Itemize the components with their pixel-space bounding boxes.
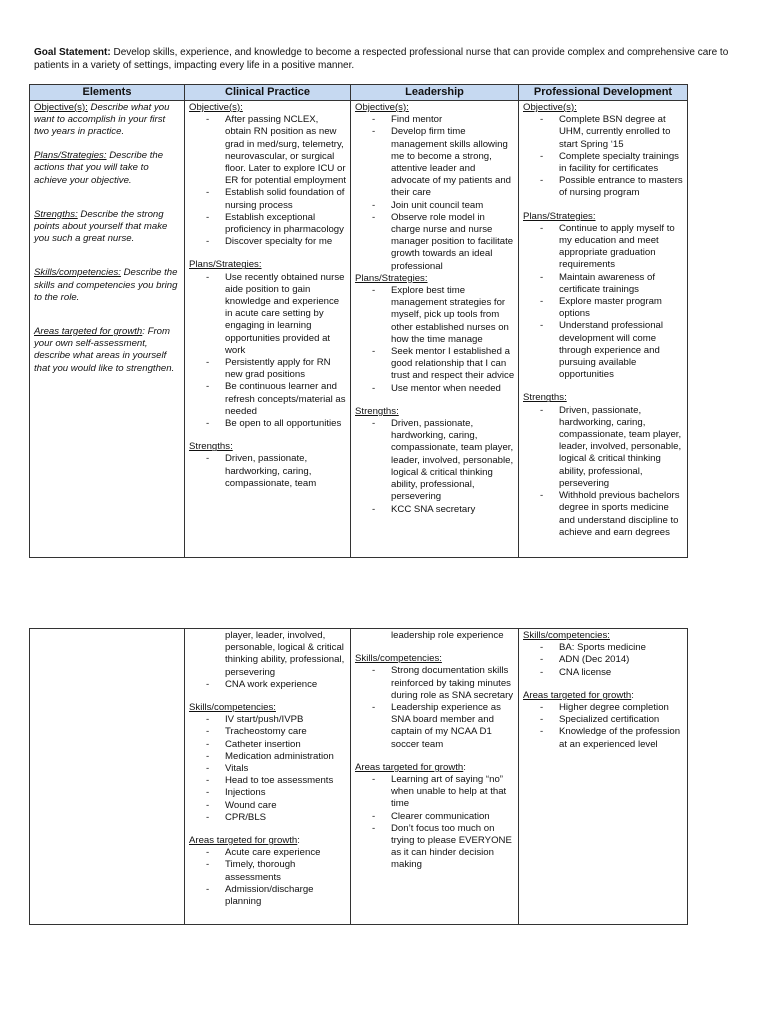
- leadership-cell-continued: [351, 629, 519, 925]
- list-item: - Clearer communication: [355, 811, 515, 823]
- header-leadership: Leadership: [351, 85, 519, 101]
- professional-growth-list: [523, 702, 684, 751]
- list-item: - Observe role model in charge nurse and nurse manager position to facilitate growth towards an ideal professional: [355, 212, 515, 273]
- career-plan-table-page-1: [29, 84, 688, 558]
- professional-plans-label: Plans/Strategies:: [523, 210, 596, 222]
- leadership-plans-label: Plans/Strategies:: [355, 272, 428, 284]
- professional-strengths-label: Strengths:: [523, 392, 567, 404]
- list-item: - BA: Sports medicine: [523, 642, 684, 654]
- elements-cell: [30, 101, 185, 558]
- leadership-strengths-list-continued: [355, 630, 515, 642]
- list-item: - Don’t focus too much on trying to please EVERYONE as it can hinder decision making: [355, 823, 515, 872]
- clinical-objectives-list: [189, 114, 347, 248]
- list-item: - Injections: [189, 787, 347, 799]
- goal-statement: [34, 47, 734, 72]
- leadership-cell: [351, 101, 519, 558]
- clinical-practice-cell-continued: [185, 629, 351, 925]
- list-item: - Develop firm time management skills allowing me to become a strong, attentive leader and advocate of my patients and their care: [355, 126, 515, 199]
- list-item: - Higher degree completion: [523, 702, 684, 714]
- list-item: leadership role experience: [391, 630, 504, 641]
- list-item: - Establish exceptional proficiency in pharmacology: [189, 212, 347, 236]
- list-item: - Strong documentation skills reinforced by taking minutes during role as SNA secretary: [355, 665, 515, 702]
- list-item: - Complete BSN degree at UHM, currently enrolled to start Spring ‘15: [523, 114, 684, 151]
- header-clinical-practice: Clinical Practice: [185, 85, 351, 101]
- list-item: - Join unit council team: [355, 200, 515, 212]
- professional-plans-list: [523, 223, 684, 382]
- table-header-row: [30, 85, 688, 101]
- list-item: - Complete specialty trainings in facility for certificates: [523, 151, 684, 175]
- table-body-row: [30, 629, 688, 925]
- list-item: - Maintain awareness of certificate trainings: [523, 272, 684, 296]
- element-objectives: Objective(s): Describe what you want to accomplish in your first two years in practice.: [34, 102, 170, 138]
- leadership-strengths-label: Strengths:: [355, 405, 399, 417]
- list-item: - Wound care: [189, 800, 347, 812]
- list-item: - Possible entrance to masters of nursing program: [523, 175, 684, 199]
- professional-development-cell-continued: [519, 629, 688, 925]
- clinical-strengths-list: [189, 453, 347, 490]
- list-item: - Be continuous learner and refresh concepts/material as needed: [189, 381, 347, 418]
- list-item: - Tracheostomy care: [189, 726, 347, 738]
- clinical-objectives-label: Objective(s):: [189, 102, 243, 113]
- clinical-skills-label: Skills/competencies:: [189, 702, 276, 714]
- professional-growth-label: Areas targeted for growth:: [523, 689, 634, 701]
- list-item: - Continue to apply myself to my education and meet appropriate graduation requirements: [523, 223, 684, 272]
- professional-strengths-list: [523, 405, 684, 539]
- leadership-strengths-list: [355, 418, 515, 516]
- clinical-plans-label: Plans/Strategies:: [189, 259, 262, 271]
- clinical-strengths-list-continued: [189, 630, 347, 691]
- elements-cell-continued: [30, 629, 185, 925]
- goal-text: Develop skills, experience, and knowledge to become a respected professional nurse that can provide complex and comprehensive care to patients in a variety of settings, impacting every life in a positive manner.: [34, 47, 729, 71]
- list-item: - Explore master program options: [523, 296, 684, 320]
- list-item: - Admission/discharge planning: [189, 884, 347, 908]
- leadership-objectives-label: Objective(s):: [355, 102, 409, 113]
- list-item: - Acute care experience: [189, 847, 347, 859]
- list-item: - Explore best time management strategies for myself, pick up tools from other established nurses on how the time manage: [355, 285, 515, 346]
- list-item: - Withhold previous bachelors degree in sports medicine and understand discipline to achieve and earn degrees: [523, 490, 684, 539]
- list-item: - Driven, passionate, hardworking, caring, compassionate, team player, leader, involved, personable, logical & critical thinking ability, professional, persevering: [523, 405, 684, 490]
- table-body-row: [30, 101, 688, 558]
- list-item: - Leadership experience as SNA board member and captain of my NCAA D1 soccer team: [355, 702, 515, 751]
- professional-objectives-list: [523, 114, 684, 199]
- list-item: - Knowledge of the profession at an experienced level: [523, 726, 684, 750]
- list-item: - CPR/BLS: [189, 812, 347, 824]
- list-item: - Seek mentor I established a good relationship that I can trust and respect their advice: [355, 346, 515, 383]
- professional-development-cell: [519, 101, 688, 558]
- clinical-skills-list: [189, 714, 347, 824]
- clinical-growth-label: Areas targeted for growth:: [189, 835, 300, 847]
- list-item: - Driven, passionate, hardworking, caring, compassionate, team: [189, 453, 347, 490]
- list-item: - KCC SNA secretary: [355, 504, 515, 516]
- leadership-skills-label: Skills/competencies:: [355, 653, 442, 665]
- clinical-growth-list: [189, 847, 347, 908]
- list-item: - Specialized certification: [523, 714, 684, 726]
- list-item: - Establish solid foundation of nursing process: [189, 187, 347, 211]
- leadership-growth-list: [355, 774, 515, 872]
- list-item: - Understand professional development will come through experience and pursuing available opportunities: [523, 320, 684, 381]
- list-item: - Be open to all opportunities: [189, 418, 347, 430]
- list-item: - Timely, thorough assessments: [189, 859, 347, 883]
- leadership-skills-list: [355, 665, 515, 750]
- professional-skills-label: Skills/competencies:: [523, 630, 610, 641]
- header-elements: Elements: [30, 85, 185, 101]
- list-item: - Use recently obtained nurse aide position to gain knowledge and experience in acute care setting by engaging in learning opportunities provided at work: [189, 272, 347, 357]
- header-professional-development: Professional Development: [519, 85, 688, 101]
- leadership-objectives-list: [355, 114, 515, 273]
- list-item: - IV start/push/IVPB: [189, 714, 347, 726]
- clinical-strengths-label: Strengths:: [189, 441, 233, 453]
- element-strengths: Strengths: Describe the strong points about yourself that make you such a great nurse.: [34, 208, 168, 245]
- list-item: - Persistently apply for RN new grad positions: [189, 357, 347, 381]
- leadership-plans-list: [355, 285, 515, 395]
- professional-skills-list: [523, 642, 684, 679]
- clinical-plans-list: [189, 272, 347, 431]
- list-item: - Catheter insertion: [189, 739, 347, 751]
- list-item: - Find mentor: [355, 114, 515, 126]
- professional-objectives-label: Objective(s):: [523, 102, 577, 113]
- list-item: - Medication administration: [189, 751, 347, 763]
- list-item: - Use mentor when needed: [355, 383, 515, 395]
- list-item: - CNA license: [523, 667, 684, 679]
- list-item: player, leader, involved, personable, logical & critical thinking ability, professional, persevering: [225, 630, 345, 678]
- clinical-practice-cell: [185, 101, 351, 558]
- list-item: - Learning art of saying “no” when unable to help at that time: [355, 774, 515, 811]
- list-item: - ADN (Dec 2014): [523, 654, 684, 666]
- element-growth: Areas targeted for growth: From your own self-assessment, describe what areas in yourself that you would like to strengthen.: [34, 325, 175, 374]
- list-item: - Head to toe assessments: [189, 775, 347, 787]
- goal-label: Goal Statement:: [34, 47, 111, 58]
- element-plans: Plans/Strategies: Describe the actions that you will take to achieve your objective.: [34, 150, 164, 186]
- list-item: - Discover specialty for me: [189, 236, 347, 248]
- element-skills: Skills/competencies: Describe the skills and competencies you bring to the role.: [34, 267, 178, 303]
- list-item: - After passing NCLEX, obtain RN position as new grad in med/surg, telemetry, neurovascular, or surgical floor. Later to explore ICU or ER for potential employment: [189, 114, 347, 187]
- list-item: - Driven, passionate, hardworking, caring, compassionate, team player, leader, involved, personable, logical & critical thinking ability, professional, persevering: [355, 418, 515, 503]
- leadership-growth-label: Areas targeted for growth:: [355, 761, 466, 773]
- list-item: - Vitals: [189, 763, 347, 775]
- list-item: - CNA work experience: [189, 679, 347, 691]
- career-plan-table-page-2: [29, 628, 688, 925]
